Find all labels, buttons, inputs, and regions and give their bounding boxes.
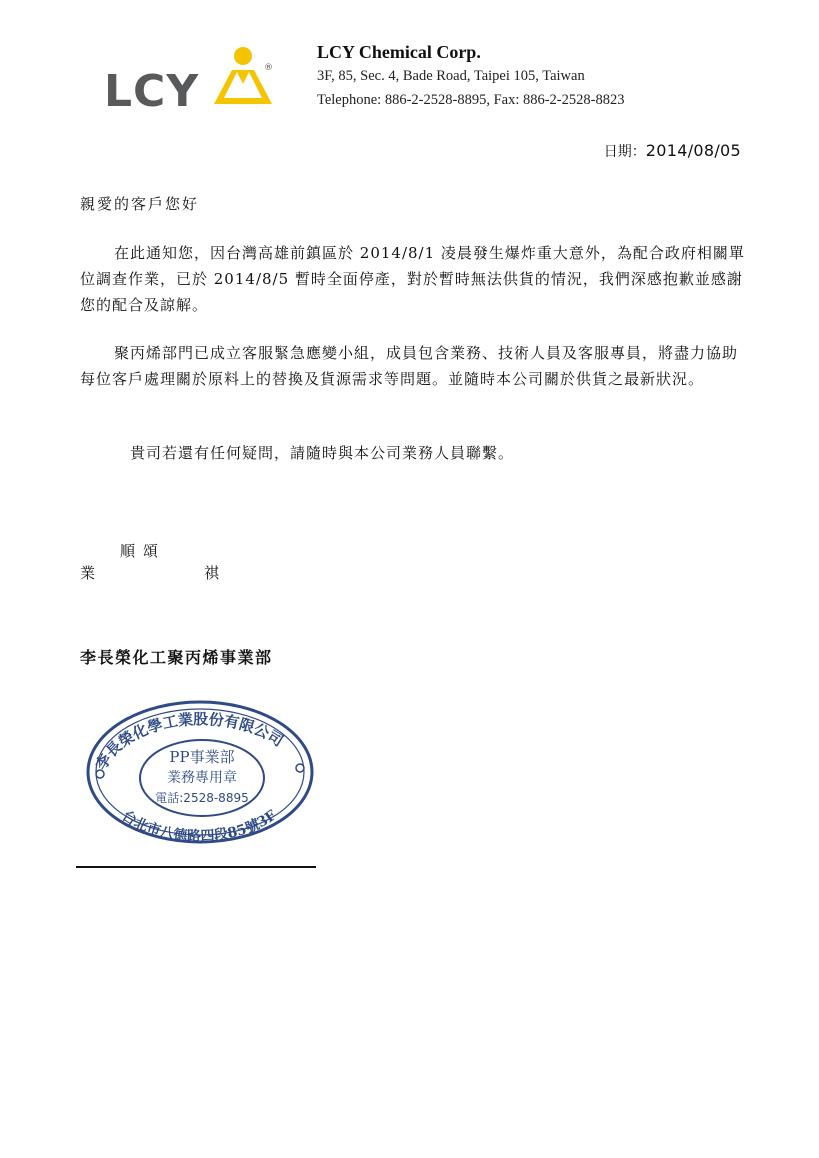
salutation: 親愛的客戶您好	[80, 195, 200, 213]
lcy-logo	[104, 40, 280, 116]
logo-text: LCY	[104, 66, 200, 116]
paragraph-notice: 在此通知您，因台灣高雄前鎮區於 2014/8/1 凌晨發生爆炸重大意外，為配合政府相關單位調查作業，已於 2014/8/5 暫時全面停產，對於暫時無法供貨的情況，我們深感抱歉並感謝您的配合及諒解。	[80, 244, 745, 314]
department-signature: 李長榮化工聚丙烯事業部	[80, 648, 273, 667]
signature-line	[76, 866, 316, 868]
seal-star-left-icon	[96, 770, 104, 778]
company-info	[317, 40, 624, 112]
letter-date	[604, 141, 741, 161]
closing-wishes-left: 業	[80, 564, 96, 582]
seal-outer-text: 李長榮化學工業股份有限公司	[92, 710, 287, 773]
closing-greeting: 順頌	[120, 542, 167, 560]
closing-wishes-right: 祺	[204, 564, 220, 582]
closing-wishes	[80, 562, 240, 583]
date-value: 2014/08/05	[645, 141, 741, 160]
seal-inner-line2: 業務專用章	[167, 770, 237, 786]
registered-mark: ®	[264, 63, 273, 73]
company-contact: Telephone: 886-2-2528-8895, Fax: 886-2-2528-8823	[317, 92, 625, 108]
company-name: LCY Chemical Corp.	[317, 42, 481, 62]
seal-inner-line3: 電話:2528-8895	[155, 791, 249, 805]
company-seal	[74, 688, 324, 848]
logo-wordmark	[104, 66, 199, 116]
seal-inner-line1: PP事業部	[169, 748, 235, 766]
date-label: 日期：	[603, 144, 646, 160]
seal-bottom-text: 台北市八德路四段85號3F	[118, 807, 280, 845]
logo-triangle-mark	[214, 47, 272, 104]
paragraph-contact: 貴司若還有任何疑問，請隨時與本公司業務人員聯繫。	[130, 444, 515, 462]
paragraph-response-team: 聚丙烯部門已成立客服緊急應變小組，成員包含業務、技術人員及客服專員，將盡力協助每位客戶處理關於原料上的替換及貨源需求等問題。並隨時本公司關於供貨之最新狀況。	[80, 344, 739, 388]
company-address: 3F, 85, Sec. 4, Bade Road, Taipei 105, Taiwan	[317, 68, 585, 84]
seal-star-right-icon	[296, 764, 304, 772]
